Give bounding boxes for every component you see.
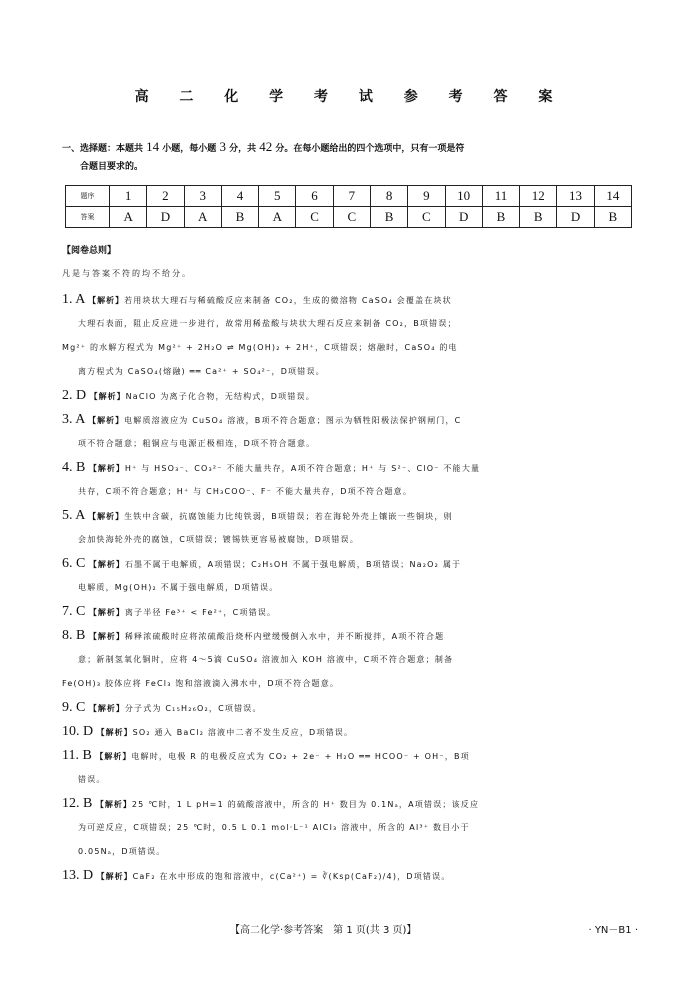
answer-continuation-line: [62, 480, 642, 504]
answer-line: [62, 408, 642, 432]
answer-line: [62, 456, 642, 480]
analysis-tag: 【解析】: [96, 872, 133, 881]
question-answer-label: 3. A: [62, 412, 89, 427]
question-answer-label: 6. C: [62, 556, 89, 571]
analysis-tag: 【解析】: [88, 416, 125, 425]
answer-line: [62, 864, 642, 888]
points-each: 3: [219, 139, 226, 154]
explanation-text: 离方程式为 CaSO₄(熔融) ══ Ca²⁺ + SO₄²⁻，D项错误。: [78, 367, 325, 376]
answer-continuation-line: [62, 360, 642, 384]
answer-continuation-line: [62, 312, 642, 336]
question-number: 14: [594, 186, 631, 207]
explanation-text: H⁺ 与 HSO₃⁻、CO₃²⁻ 不能大量共存，A项不符合题意；H⁺ 与 S²⁻、ClO⁻ 不能大量: [124, 464, 481, 473]
instruction-line-1: [62, 140, 642, 156]
grading-rule: 凡是与答案不符的均不给分。: [62, 269, 192, 278]
analysis-tag: 【解析】: [88, 512, 125, 521]
question-number: 5: [259, 186, 296, 207]
page-title: 高 二 化 学 考 试 参 考 答 案: [134, 89, 566, 105]
answer-cell: B: [221, 207, 258, 228]
question-number: 1: [110, 186, 147, 207]
points-total: 42: [259, 139, 273, 154]
explanation-text: 稀释浓硫酸时应将浓硫酸沿烧杯内壁缓慢倒入水中，并不断搅拌，A项不符合题: [124, 632, 445, 641]
analysis-tag: 【解析】: [96, 728, 133, 737]
question-answer-label: 4. B: [62, 460, 89, 475]
question-number: 9: [408, 186, 445, 207]
analysis-tag: 【解析】: [95, 752, 132, 761]
question-number: 8: [370, 186, 407, 207]
explanation-text: 0.05Nₐ，D项错误。: [78, 847, 166, 856]
answer-continuation-line: [62, 528, 642, 552]
answer-line: [62, 792, 642, 816]
answer-table: [65, 185, 632, 228]
explanation-text: 石墨不属于电解质，A项错误；C₂H₅OH 不属于强电解质，B项错误；Na₂O₂ 属于: [124, 560, 462, 569]
question-number: 13: [557, 186, 594, 207]
answer-line: [62, 384, 642, 408]
explanation-text: NaClO 为离子化合物，无结构式，D项错误。: [125, 392, 315, 401]
question-answer-label: 1. A: [62, 292, 89, 307]
analysis-tag: 【解析】: [89, 392, 126, 401]
question-answer-label: 12. B: [62, 796, 96, 811]
explanation-text: 为可逆反应，C项错误；25 ℃时，0.5 L 0.1 mol·L⁻¹ AlCl₃ 溶液中，所含的 Al³⁺ 数目小于: [78, 823, 470, 832]
answer-line: [62, 504, 642, 528]
question-answer-label: 5. A: [62, 508, 89, 523]
instruction-line-2: 合题目要求的。: [80, 162, 144, 172]
answer-cell: D: [147, 207, 184, 228]
answer-continuation-line: [62, 432, 642, 456]
answer-line: [62, 744, 642, 768]
answer-cell: B: [594, 207, 631, 228]
answer-continuation-line: [62, 672, 642, 696]
question-number: 10: [445, 186, 482, 207]
instruction-part: 分。在每小题给出的四个选项中，只有一项是符: [275, 144, 465, 154]
explanation-text: 分子式为 C₁₅H₂₆O₂，C项错误。: [124, 704, 262, 713]
answer-cell: B: [370, 207, 407, 228]
answer-header: 答案: [66, 207, 110, 228]
answer-continuation-line: [62, 576, 642, 600]
question-number: 4: [221, 186, 258, 207]
instruction-part: 分，共: [229, 144, 257, 154]
explanation-text: 电解质溶液应为 CuSO₄ 溶液，B项不符合题意；图示为牺牲阳极法保护钢闸门，C: [124, 416, 462, 425]
analysis-tag: 【解析】: [95, 800, 132, 809]
answer-explanations: [62, 288, 642, 888]
answer-cell: C: [408, 207, 445, 228]
explanation-text: 意；新制氢氧化铜时，应将 4～5滴 CuSO₄ 溶液加入 KOH 溶液中，C项不符合题意；制备: [78, 655, 454, 664]
explanation-text: CaF₂ 在水中形成的饱和溶液中，c(Ca²⁺) = ∛(Ksp(CaF₂)/4)，D项错误。: [132, 872, 451, 881]
answer-cell: D: [557, 207, 594, 228]
answer-line: [62, 600, 642, 624]
question-header: 题序: [66, 186, 110, 207]
question-answer-label: 8. B: [62, 628, 89, 643]
analysis-tag: 【解析】: [88, 632, 125, 641]
question-number: 7: [333, 186, 370, 207]
explanation-text: 若用块状大理石与稀硫酸反应来制备 CO₂，生成的微溶物 CaSO₄ 会覆盖在块状: [124, 296, 452, 305]
answer-line: [62, 696, 642, 720]
answer-line: [62, 624, 642, 648]
answer-cell: D: [445, 207, 482, 228]
question-answer-label: 11. B: [62, 748, 96, 763]
answer-cell: B: [482, 207, 519, 228]
instruction-part: 一、选择题：本题共: [62, 144, 144, 154]
explanation-text: Fe(OH)₃ 胶体应将 FeCl₃ 饱和溶液滴入沸水中，D项不符合题意。: [62, 679, 340, 688]
answer-continuation-line: [62, 840, 642, 864]
analysis-tag: 【解析】: [88, 704, 125, 713]
explanation-text: Mg²⁺ 的水解方程式为 Mg²⁺ + 2H₂O ⇌ Mg(OH)₂ + 2H⁺，C项错误；熔融时，CaSO₄ 的电: [62, 343, 458, 352]
analysis-tag: 【解析】: [88, 560, 125, 569]
answer-cell: A: [184, 207, 221, 228]
explanation-text: 25 ℃时，1 L pH=1 的硫酸溶液中，所含的 H⁺ 数目为 0.1Nₐ，A项错误；该反应: [131, 800, 480, 809]
question-answer-label: 13. D: [62, 868, 97, 883]
section-title: 【阅卷总则】: [62, 246, 117, 256]
footer-page-info: 【高二化学·参考答案 第 1 页(共 3 页)】: [230, 925, 417, 936]
explanation-text: 共存，C项不符合题意；H⁺ 与 CH₃COO⁻、F⁻ 不能大量共存，D项不符合题意。: [78, 487, 413, 496]
question-answer-label: 2. D: [62, 388, 90, 403]
answer-continuation-line: [62, 648, 642, 672]
question-number: 12: [520, 186, 557, 207]
analysis-tag: 【解析】: [88, 608, 125, 617]
answer-cell: A: [259, 207, 296, 228]
answer-continuation-line: [62, 816, 642, 840]
answer-cell: C: [333, 207, 370, 228]
question-answer-label: 7. C: [62, 604, 89, 619]
answer-continuation-line: [62, 768, 642, 792]
explanation-text: 大理石表面，阻止反应进一步进行，故常用稀盐酸与块状大理石反应来制备 CO₂，B项错误；: [78, 319, 457, 328]
footer-code: · YN－B1 ·: [588, 925, 638, 936]
question-answer-label: 10. D: [62, 724, 97, 739]
answer-row: [66, 207, 632, 228]
question-number-row: [66, 186, 632, 207]
page-footer: [0, 921, 700, 937]
question-number: 6: [296, 186, 333, 207]
analysis-tag: 【解析】: [88, 296, 125, 305]
question-number: 2: [147, 186, 184, 207]
answer-line: [62, 552, 642, 576]
question-count: 14: [146, 139, 160, 154]
explanation-text: 电解质，Mg(OH)₂ 不属于强电解质，D项错误。: [78, 583, 279, 592]
instruction-part: 小题，每小题: [162, 144, 217, 154]
question-number: 3: [184, 186, 221, 207]
answer-line: [62, 288, 642, 312]
explanation-text: 项不符合题意；粗铜应与电源正极相连，D项不符合题意。: [78, 439, 316, 448]
answer-cell: C: [296, 207, 333, 228]
answer-line: [62, 720, 642, 744]
explanation-text: 错误。: [78, 775, 106, 784]
answer-cell: B: [520, 207, 557, 228]
answer-cell: A: [110, 207, 147, 228]
analysis-tag: 【解析】: [88, 464, 125, 473]
explanation-text: SO₂ 通入 BaCl₂ 溶液中二者不发生反应，D项错误。: [132, 728, 354, 737]
answer-continuation-line: [62, 336, 642, 360]
explanation-text: 离子半径 Fe³⁺ < Fe²⁺，C项错误。: [124, 608, 277, 617]
explanation-text: 生铁中含碳，抗腐蚀能力比纯铁弱，B项错误；若在海轮外壳上镶嵌一些铜块，则: [124, 512, 453, 521]
explanation-text: 电解时，电极 R 的电极反应式为 CO₂ + 2e⁻ + H₂O ══ HCOO⁻ + OH⁻，B项: [131, 752, 470, 761]
question-answer-label: 9. C: [62, 700, 89, 715]
question-number: 11: [482, 186, 519, 207]
explanation-text: 会加快海轮外壳的腐蚀，C项错误；镀锡铁更容易被腐蚀，D项错误。: [78, 535, 359, 544]
